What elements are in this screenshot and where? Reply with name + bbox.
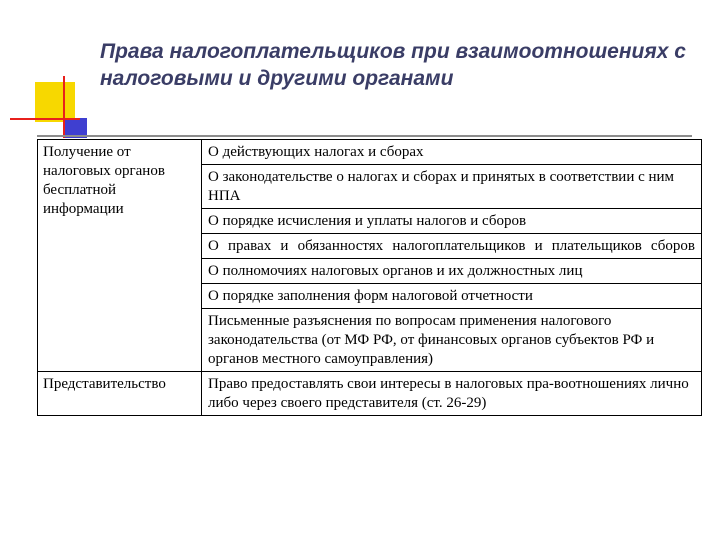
decor-red-horizontal-line [10,118,80,120]
slide-title: Права налогоплательщиков при взаимоотношениях с налоговыми и другими органами [100,40,686,90]
item-cell-written-explanations: Письменные разъяснения по вопросам применения налогового законодательства (от МФ РФ, от финансовых органов субъектов РФ и органов местного самоуправления) [202,309,702,372]
item-cell-legislation: О законодательстве о налогах и сборах и принятых в соответствии с ним НПА [202,165,702,209]
decor-yellow-square [35,82,75,122]
item-cell-reporting-forms: О порядке заполнения форм налоговой отчетности [202,284,702,309]
item-cell-representation-right: Право предоставлять свои интересы в налоговых пра-воотношениях лично либо через своего представителя (ст. 26-29) [202,372,702,416]
category-cell-representation: Представительство [38,372,202,416]
table-row [38,140,702,165]
table-row [38,372,702,416]
decor-red-vertical-line [63,76,65,138]
item-cell-taxes-and-fees: О действующих налогах и сборах [202,140,702,165]
item-cell-calculation-payment: О порядке исчисления и уплаты налогов и сборов [202,209,702,234]
category-cell-free-information: Получение от налоговых органов бесплатной информации [38,140,202,372]
rights-table [37,139,702,416]
item-cell-authorities-powers: О полномочиях налоговых органов и их должностных лиц [202,259,702,284]
title-underline [37,135,692,137]
item-cell-rights-obligations: О правах и обязанностях налогоплательщиков и плательщиков сборов [202,234,702,259]
